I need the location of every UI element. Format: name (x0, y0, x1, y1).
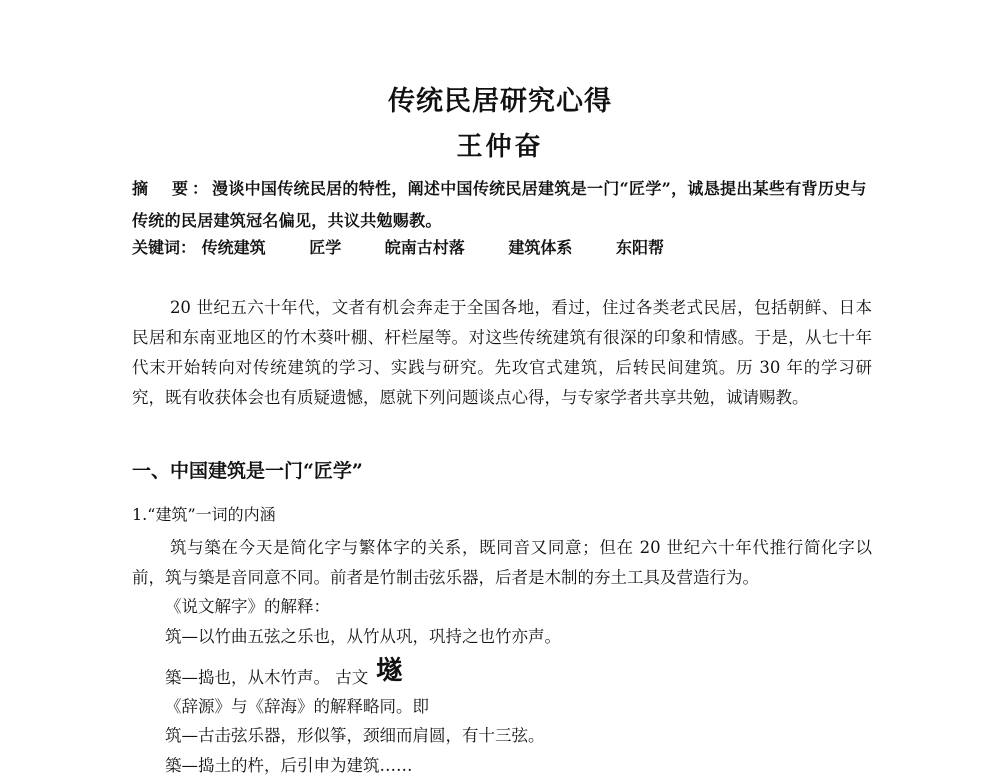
keyword: 匠学 (309, 238, 342, 257)
shuowen-label: 《说文解字》的解释： (165, 597, 330, 616)
shuowen-definition-zhu2 (165, 656, 403, 692)
subsection-heading: 1.“建筑”一词的内涵 (132, 505, 276, 524)
keyword: 传统建筑 (201, 238, 266, 257)
cutoff-line: 築—捣土的杵，后引申为建筑…… (165, 756, 413, 775)
section-heading: 一、中国建筑是一门“匠学” (132, 460, 363, 482)
paper-title: 传统民居研究心得 (388, 86, 612, 117)
shuowen-definition-zhu: 筑—以竹曲五弦之乐也，从竹从巩，巩持之也竹亦声。 (165, 627, 561, 646)
abstract (132, 173, 872, 237)
author-name: 王仲奋 (456, 132, 544, 162)
keyword: 建筑体系 (508, 238, 573, 257)
keyword: 皖南古村落 (384, 238, 465, 257)
ancient-script-glyph: 𡑞 (376, 656, 403, 686)
keywords-label: 关键词： (132, 238, 197, 257)
keyword: 东阳帮 (615, 238, 664, 257)
definition-text: 築—捣也，从木竹声。 古文 (165, 668, 369, 687)
abstract-label: 摘 要： (132, 179, 213, 198)
ciyuan-definition-zhu: 筑—古击弦乐器，形似筝，颈细而肩圆，有十三弦。 (165, 726, 545, 745)
intro-paragraph: 20 世纪五六十年代，文者有机会奔走于全国各地，看过，住过各类老式民居，包括朝鲜、日本民居和东南亚地区的竹木葵叶棚、杆栏屋等。对这些传统建筑有很深的印象和情感。于是，从七十年代末开始转向对传统建筑的学习、实践与研究。先攻官式建筑，后转民间建筑。历 30 年的学习研究，既有收获体会也有质疑遗憾，愿就下列问题谈点心得，与专家学者共享共勉，诚请赐教。 (132, 298, 872, 407)
abstract-text: 漫谈中国传统民居的特性，阐述中国传统民居建筑是一门“匠学”，诚恳提出某些有背历史与传统的民居建筑冠名偏见，共议共勉赐教。 (132, 179, 867, 230)
ciyuan-label: 《辞源》与《辞海》的解释略同。即 (165, 697, 429, 716)
keywords (132, 234, 872, 262)
body-paragraph: 筑与築在今天是简化字与繁体字的关系，既同音又同意；但在 20 世纪六十年代推行简化字以前，筑与築是音同意不同。前者是竹制击弦乐器，后者是木制的夯土工具及营造行为。 (132, 538, 872, 587)
